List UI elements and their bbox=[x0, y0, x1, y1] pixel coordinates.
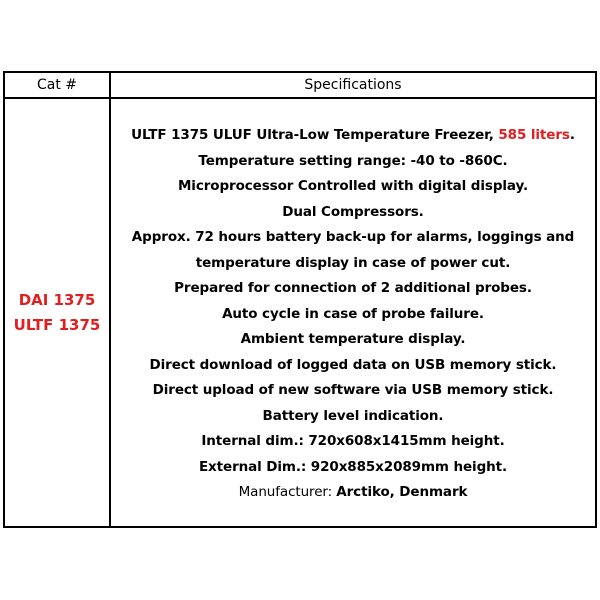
manufacturer-label: Manufacturer: bbox=[238, 484, 337, 501]
spec-line-title bbox=[131, 123, 575, 149]
spec-line: Auto cycle in case of probe failure. bbox=[222, 305, 484, 322]
spec-line: Dual Compressors. bbox=[282, 203, 424, 220]
spec-line: Battery level indication. bbox=[262, 407, 444, 424]
cat-number-line: DAI 1375 bbox=[18, 290, 96, 309]
spec-line: Prepared for connection of 2 additional probes. bbox=[174, 280, 532, 297]
spec-line: Approx. 72 hours battery back-up for alarms, loggings and bbox=[131, 229, 575, 246]
cat-number-cell bbox=[5, 99, 109, 526]
capacity-highlight: 585 liters bbox=[498, 127, 570, 144]
spec-line: Microprocessor Controlled with digital display. bbox=[177, 178, 529, 195]
spec-line: External Dim.: 920x885x2089mm height. bbox=[198, 458, 508, 475]
spec-line: Temperature setting range: -40 to -860C. bbox=[198, 152, 508, 169]
spec-table bbox=[3, 71, 597, 528]
header-specifications: Specifications bbox=[304, 77, 402, 93]
spec-line-manufacturer bbox=[239, 480, 468, 506]
spec-line: Direct download of logged data on USB memory stick. bbox=[149, 356, 557, 373]
table-header-row bbox=[5, 73, 595, 99]
spec-title-suffix: . bbox=[569, 127, 575, 144]
header-cat-number: Cat # bbox=[36, 77, 78, 93]
spec-line: Internal dim.: 720x608x1415mm height. bbox=[201, 433, 505, 450]
manufacturer-value: Arctiko, Denmark bbox=[336, 484, 468, 501]
cat-number-line: ULTF 1375 bbox=[13, 315, 101, 334]
spec-line: Ambient temperature display. bbox=[240, 331, 466, 348]
spec-line: Direct upload of new software via USB memory stick. bbox=[152, 382, 554, 399]
spec-line: temperature display in case of power cut. bbox=[195, 254, 511, 271]
spec-title-text: ULTF 1375 ULUF Ultra-Low Temperature Freezer, bbox=[131, 127, 499, 144]
specifications-cell bbox=[111, 99, 595, 526]
